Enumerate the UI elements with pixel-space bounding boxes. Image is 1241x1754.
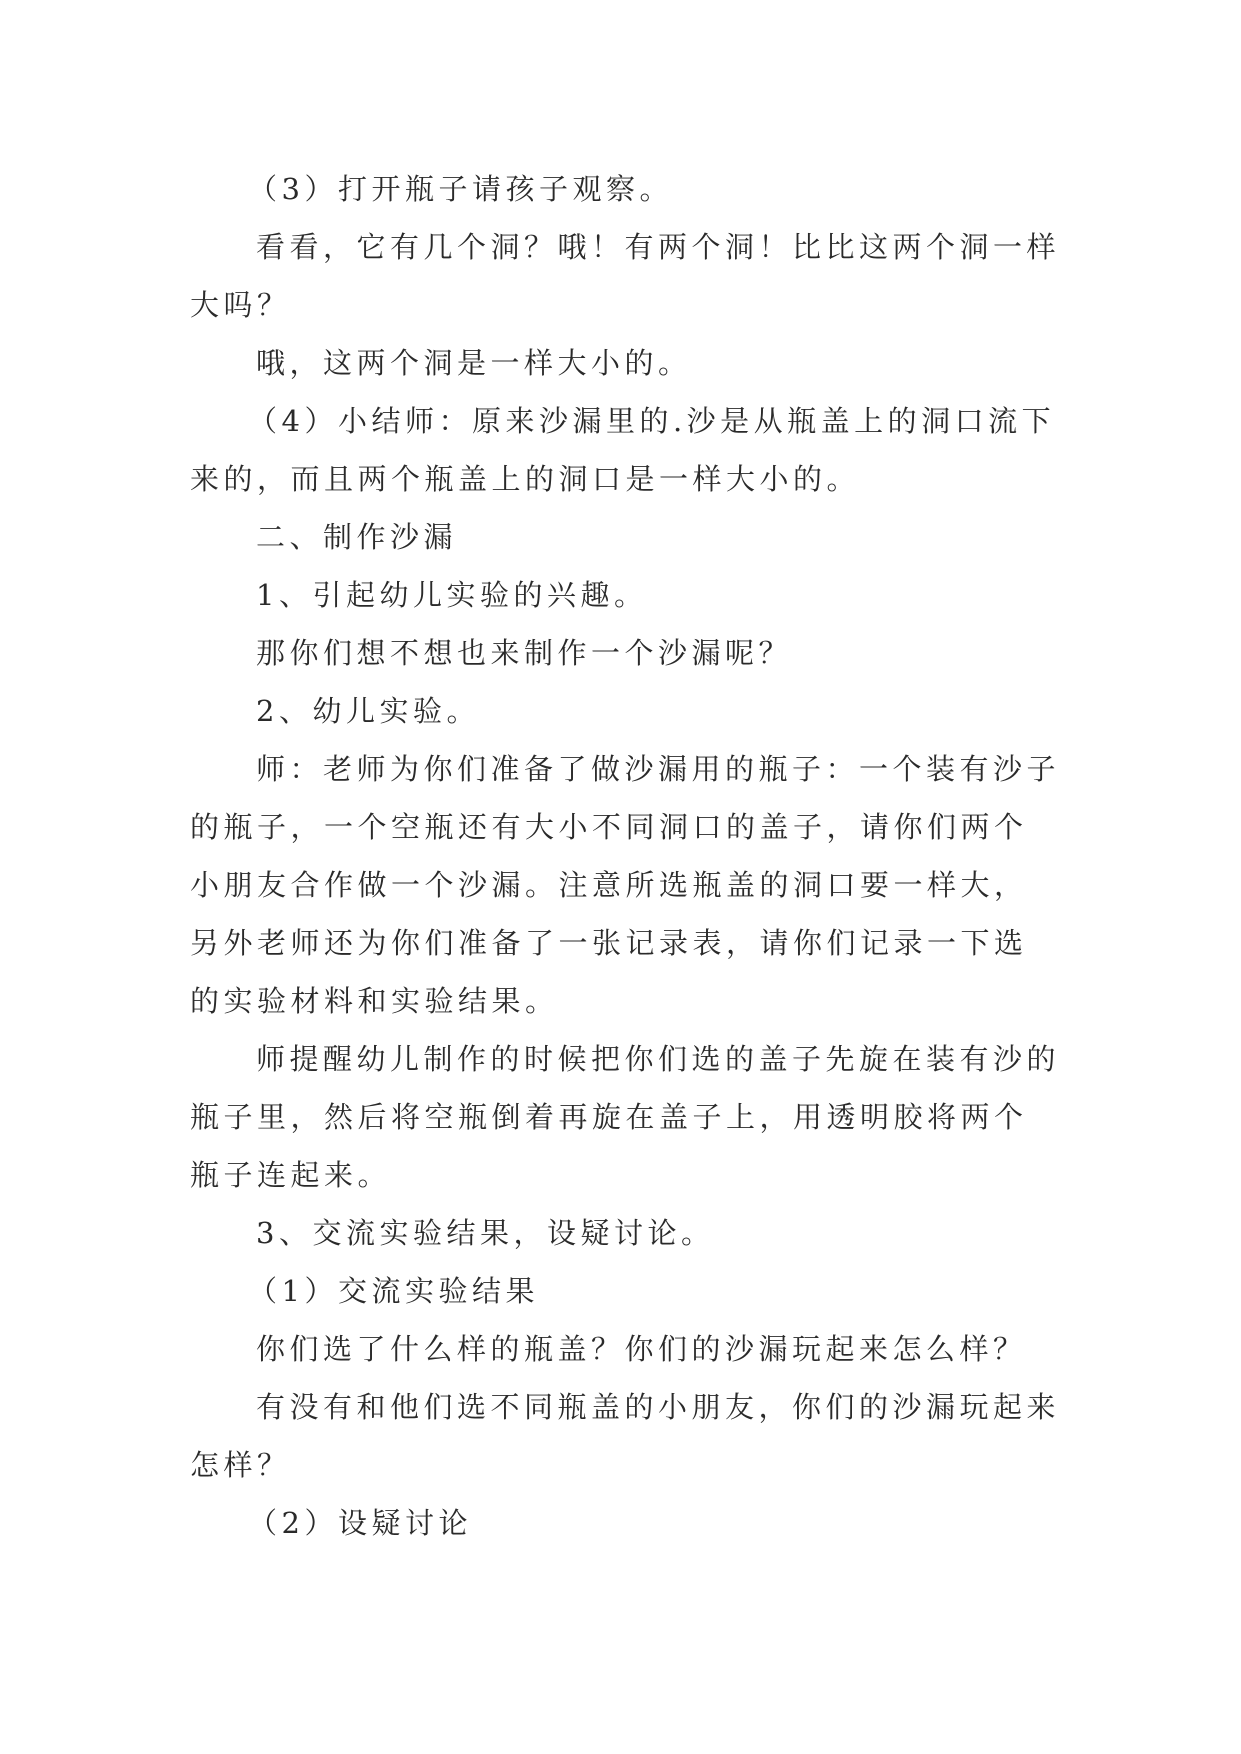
paragraph: （3）打开瓶子请孩子观察。	[248, 172, 673, 206]
paragraph: 师提醒幼儿制作的时候把你们选的盖子先旋在装有沙的瓶子里，然后将空瓶倒着再旋在盖子上，用透明胶将两个瓶子连起来。	[190, 1042, 1061, 1192]
paragraph: 3、交流实验结果，设疑讨论。	[256, 1216, 715, 1250]
paragraph: 哦，这两个洞是一样大小的。	[256, 346, 692, 380]
section-heading: 二、制作沙漏	[256, 520, 458, 554]
paragraph: （1）交流实验结果	[248, 1274, 539, 1308]
paragraph: 那你们想不想也来制作一个沙漏呢？	[256, 636, 793, 670]
paragraph: 1、引起幼儿实验的兴趣。	[256, 578, 648, 612]
paragraph: （4）小结师：原来沙漏里的.沙是从瓶盖上的洞口流下来的，而且两个瓶盖上的洞口是一样大小的。	[190, 404, 1056, 496]
document-body	[190, 160, 1060, 1552]
paragraph: （2）设疑讨论	[248, 1506, 472, 1540]
paragraph: 有没有和他们选不同瓶盖的小朋友，你们的沙漏玩起来怎样？	[190, 1390, 1061, 1482]
paragraph: 2、幼儿实验。	[256, 694, 480, 728]
paragraph: 师：老师为你们准备了做沙漏用的瓶子：一个装有沙子的瓶子，一个空瓶还有大小不同洞口的盖子，请你们两个小朋友合作做一个沙漏。注意所选瓶盖的洞口要一样大，另外老师还为你们准备了一张记录表，请你们记录一下选的实验材料和实验结果。	[190, 752, 1061, 1018]
paragraph: 你们选了什么样的瓶盖？你们的沙漏玩起来怎么样？	[256, 1332, 1027, 1366]
paragraph: 看看，它有几个洞？哦！有两个洞！比比这两个洞一样大吗？	[190, 230, 1061, 322]
